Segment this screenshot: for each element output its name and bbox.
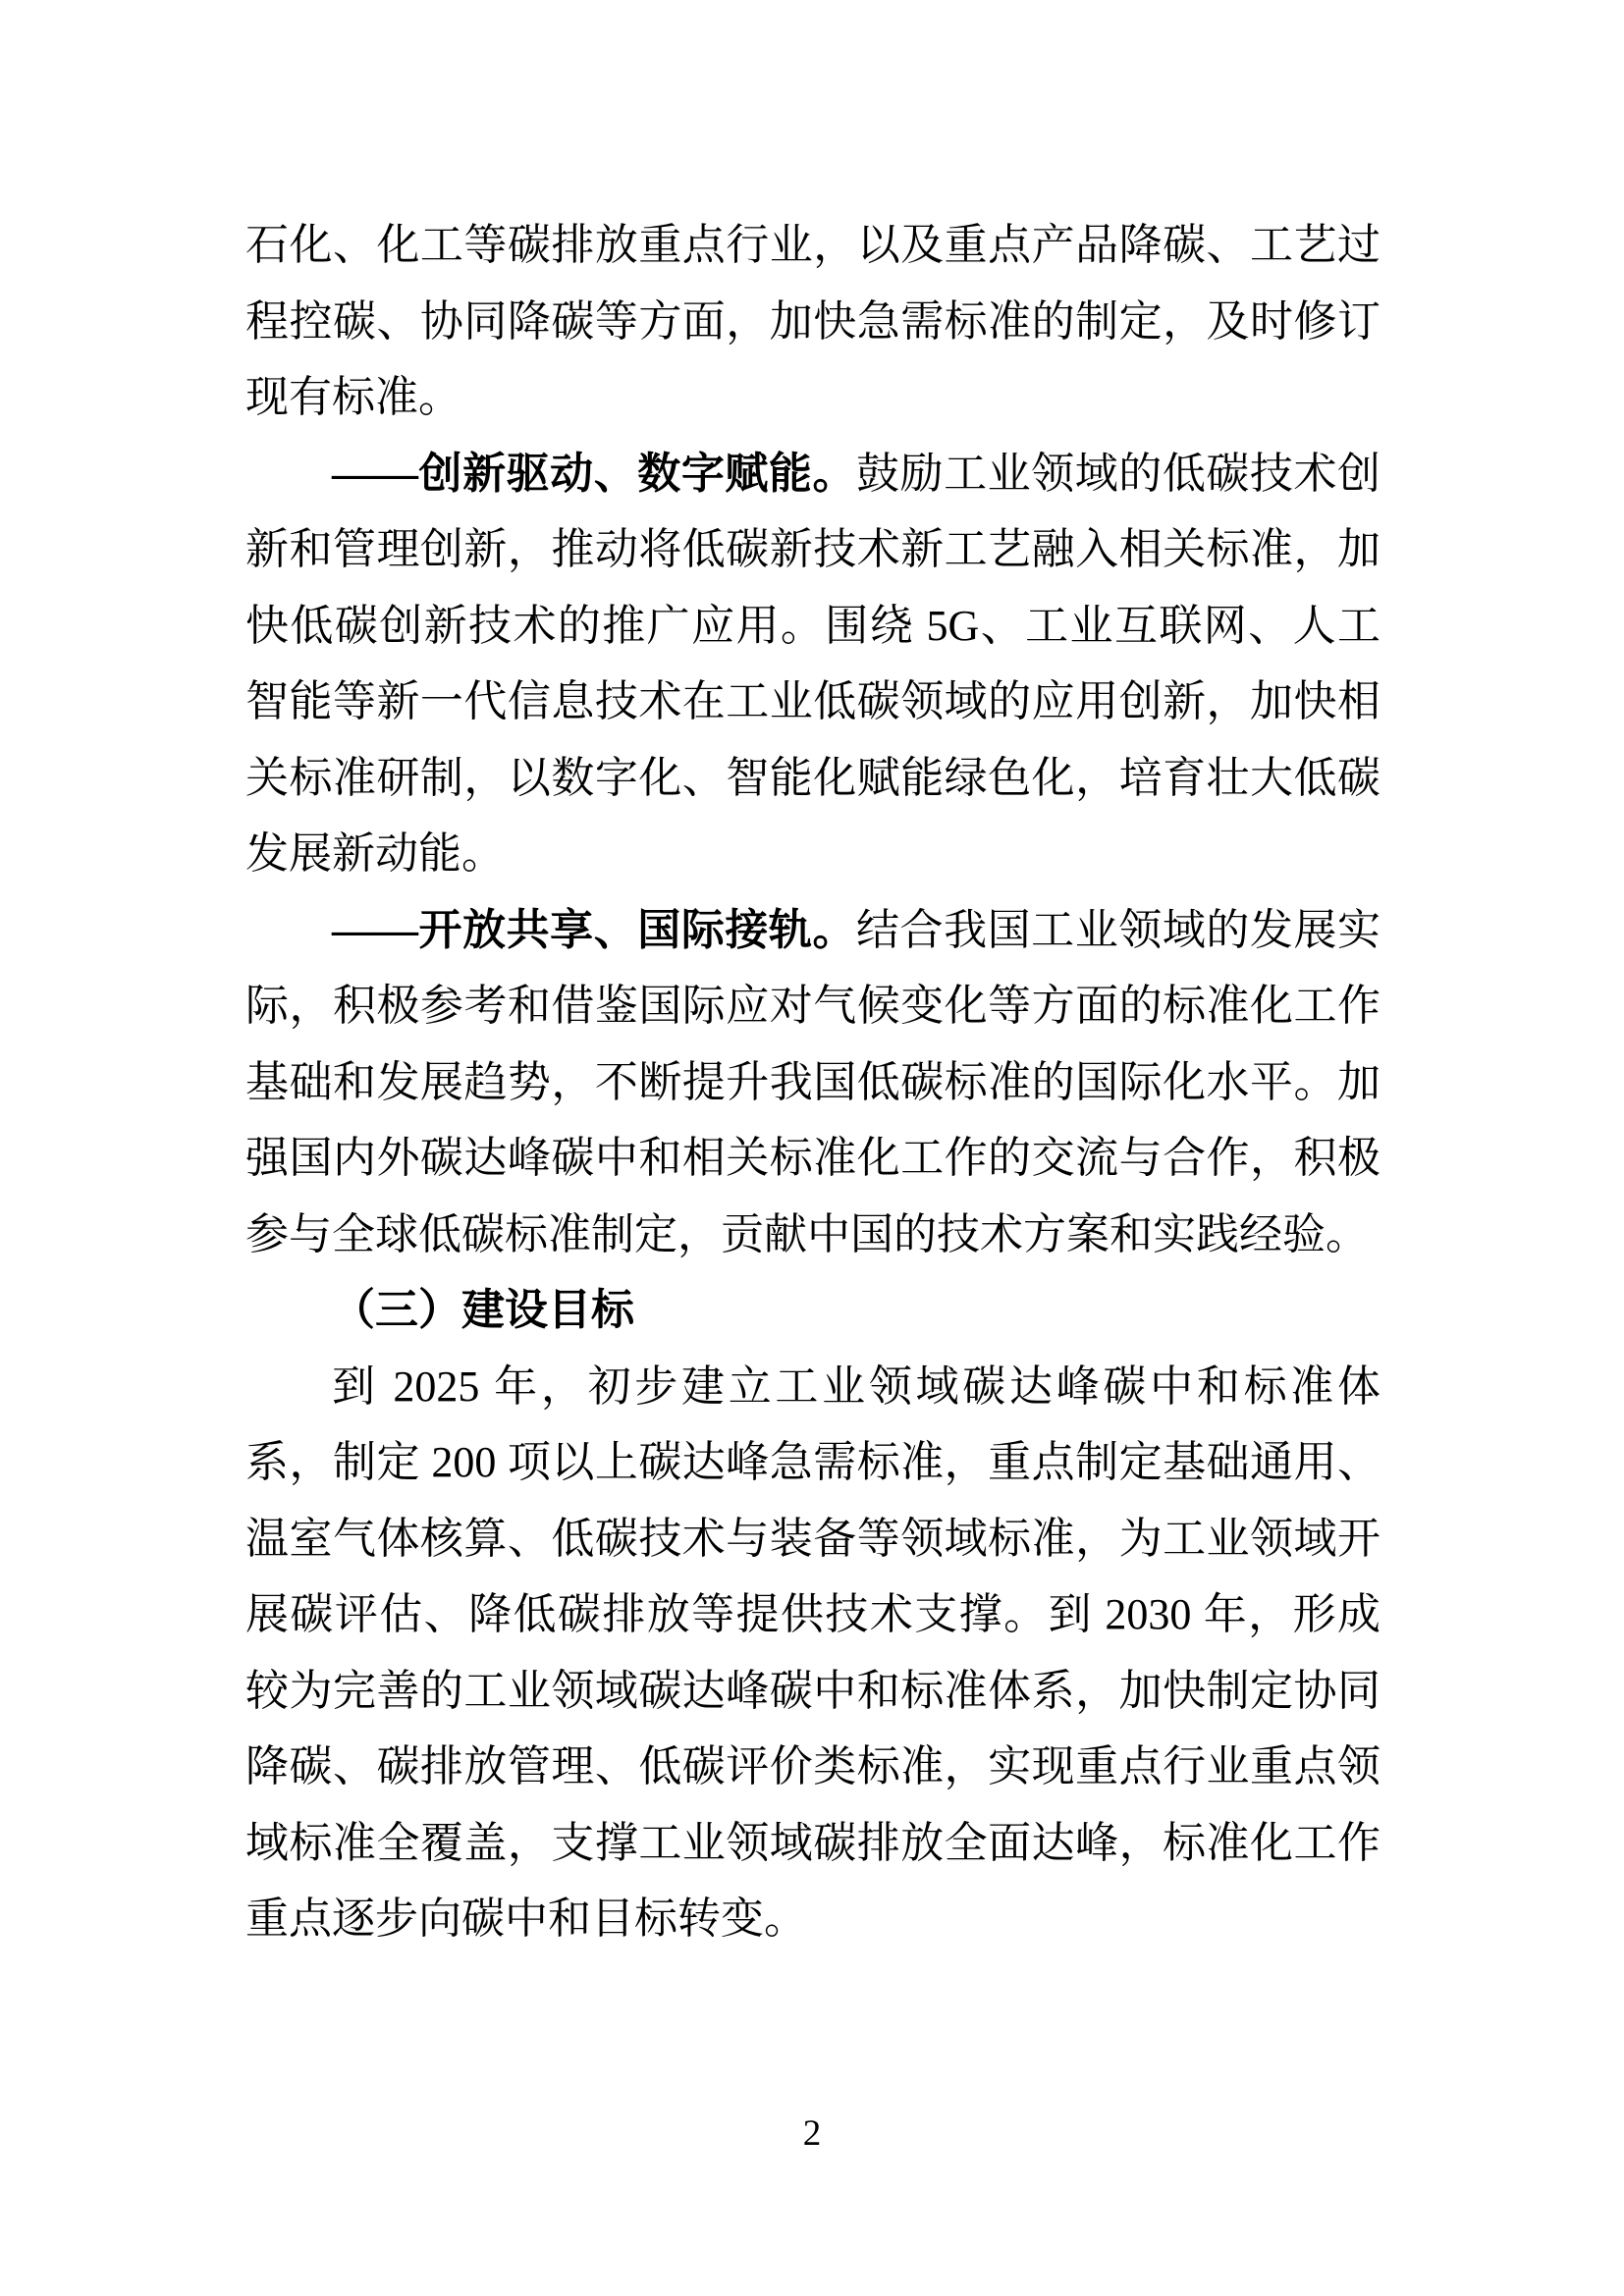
page-number: 2 [802, 2113, 822, 2154]
text-segment: 到 2025 年，初步建立工业领域碳达峰碳中和标准体系，制定 200 项以上碳达峰急需标准，重点制定基础通用、温室气体核算、低碳技术与装备等领域标准，为工业领域开展碳评估、降低碳排放等提供技术支撑。到 2030 年，形成较为完善的工业领域碳达峰碳中和标准体系，加快制定协同降碳、碳排放管理、低碳评价类标准，实现重点行业重点领域标准全覆盖，支撑工业领域碳排放全面达峰，标准化工作重点逐步向碳中和目标转变。 [245, 1362, 1380, 1943]
page-footer [0, 2112, 1624, 2156]
document-body [245, 207, 1380, 1957]
paragraph [245, 892, 1380, 1273]
section-heading [245, 1272, 1380, 1349]
text-segment: 鼓励工业领域的低碳技术创新和管理创新，推动将低碳新技术新工艺融入相关标准，加快低碳创新技术的推广应用。围绕 5G、工业互联网、人工智能等新一代信息技术在工业低碳领域的应用创新，加快相关标准研制，以数字化、智能化赋能绿色化，培育壮大低碳发展新动能。 [245, 449, 1380, 878]
paragraph [245, 207, 1380, 436]
paragraph [245, 1349, 1380, 1957]
emphasis-segment: （三）建设目标 [332, 1286, 634, 1334]
text-segment: 结合我国工业领域的发展实际，积极参考和借鉴国际应对气候变化等方面的标准化工作基础和发展趋势，不断提升我国低碳标准的国际化水平。加强国内外碳达峰碳中和相关标准化工作的交流与合作，积极参与全球低碳标准制定，贡献中国的技术方案和实践经验。 [245, 905, 1380, 1258]
emphasis-segment: ——创新驱动、数字赋能。 [332, 449, 856, 498]
paragraph [245, 436, 1380, 892]
text-segment: 石化、化工等碳排放重点行业，以及重点产品降碳、工艺过程控碳、协同降碳等方面，加快急需标准的制定，及时修订现有标准。 [245, 221, 1380, 421]
emphasis-segment: ——开放共享、国际接轨。 [332, 905, 856, 954]
